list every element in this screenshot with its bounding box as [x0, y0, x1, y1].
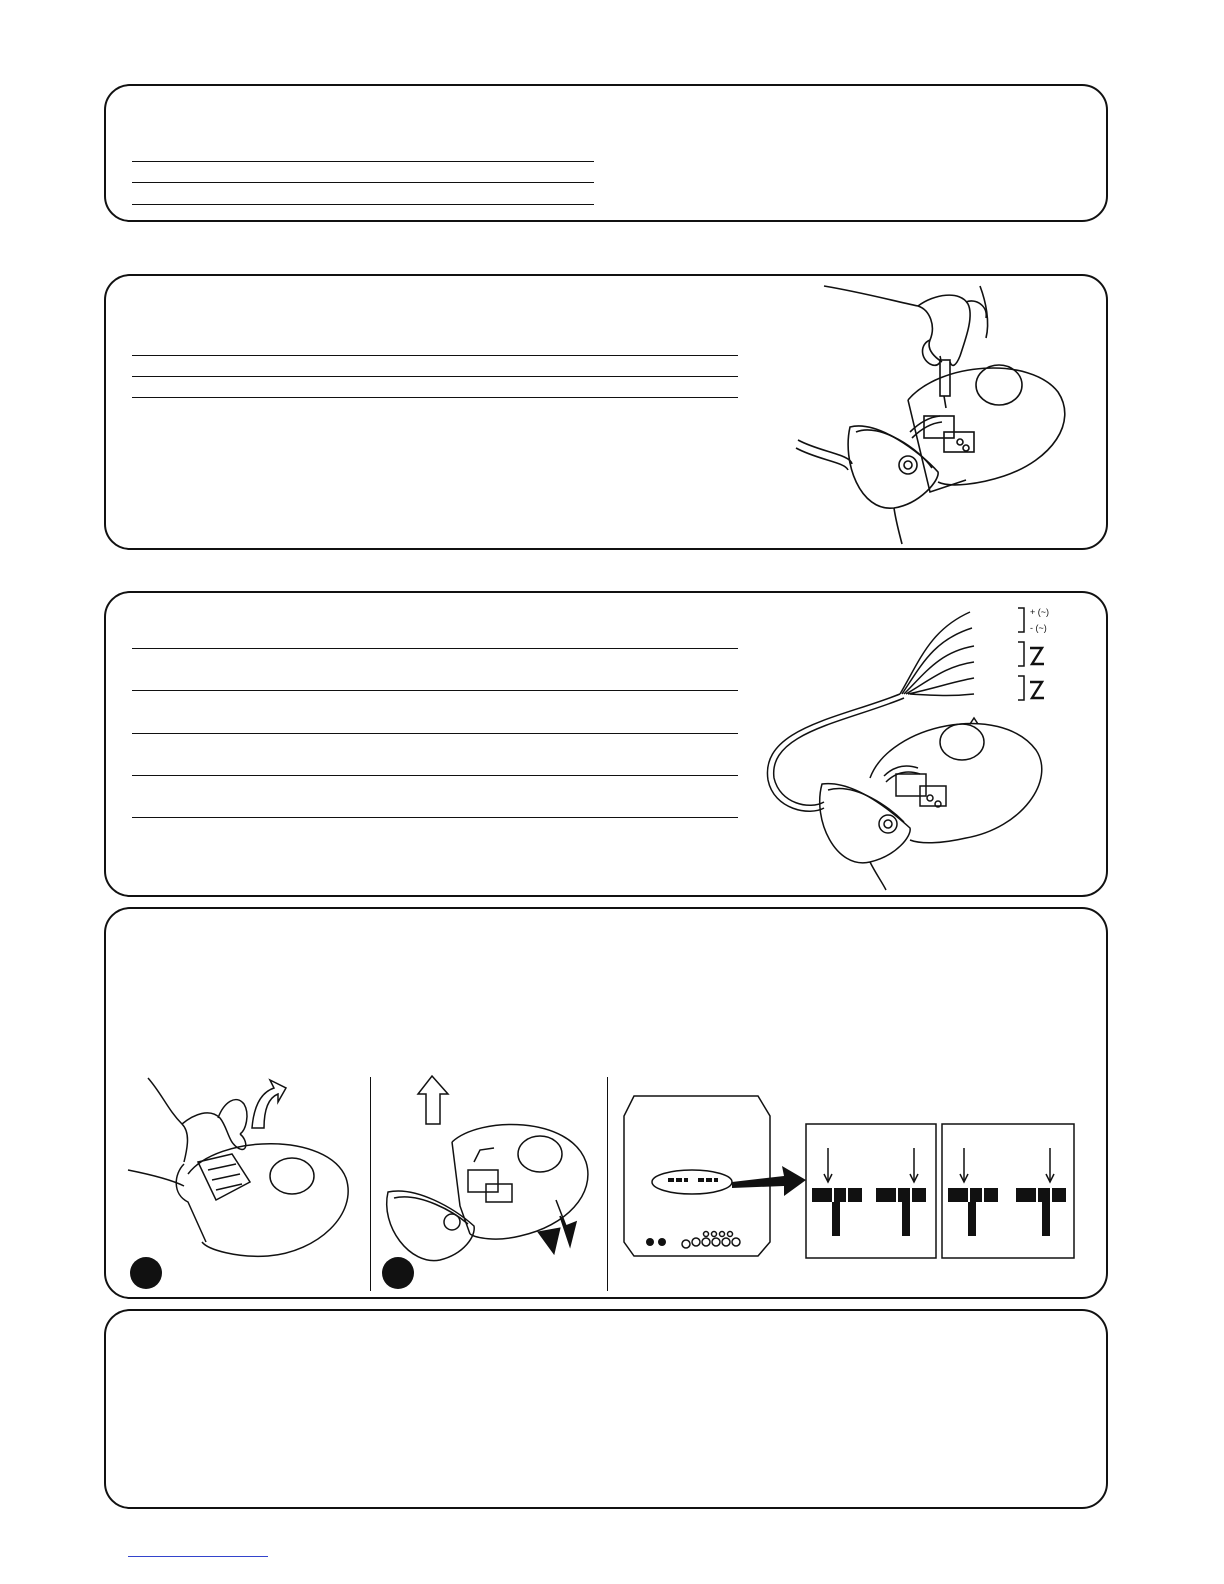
- board-dip-switch-illustration: [620, 1092, 1080, 1262]
- footer-link[interactable]: [128, 1556, 268, 1557]
- device-screwdriver-illustration: [790, 282, 1080, 544]
- text-line: [132, 161, 594, 162]
- text-line: [132, 775, 738, 776]
- text-line: [132, 648, 738, 649]
- text-line: [132, 733, 738, 734]
- text-line: [132, 690, 738, 691]
- text-line: [132, 817, 738, 818]
- wiring-diagram-illustration: [760, 600, 1070, 890]
- text-line: [132, 397, 738, 398]
- text-line: [132, 204, 594, 205]
- text-line: [132, 376, 738, 377]
- wiring-label-plus: + (~): [1030, 607, 1050, 617]
- text-line: [132, 355, 738, 356]
- panel-1: [104, 84, 1108, 222]
- step-divider: [370, 1077, 371, 1291]
- text-line: [132, 182, 594, 183]
- step-1-illustration: [128, 1074, 358, 1274]
- panel-5: [104, 1309, 1108, 1509]
- wiring-label-minus: - (~): [1030, 623, 1047, 633]
- step-divider: [607, 1077, 608, 1291]
- step-2-illustration: [380, 1076, 600, 1276]
